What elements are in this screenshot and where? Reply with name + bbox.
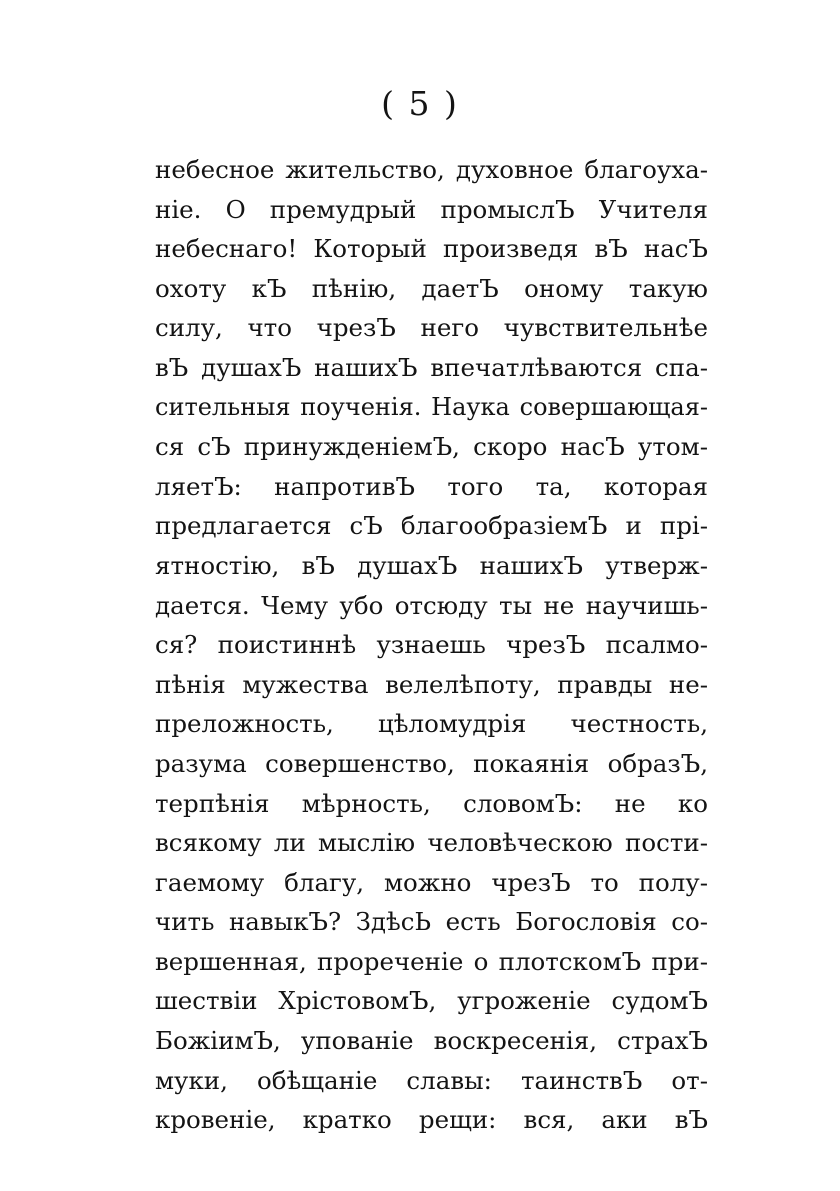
text-line-22: шествiи ХрiстовомЪ, угроженiе судомЪ	[155, 986, 708, 1016]
text-line-15: преложность, цѣломудрiя честность,	[155, 709, 708, 739]
text-line-14: пѣнiя мужества велелѣпоту, правды не-	[155, 669, 708, 699]
body-text	[155, 150, 708, 1140]
text-line-10: предлагается сЪ благообразiемЪ и прi-	[155, 511, 708, 541]
text-line-19: гаемому благу, можно чрезЪ то полу-	[155, 867, 708, 897]
text-line-13: ся? поистиннѣ узнаешь чрезЪ псалмо-	[155, 630, 708, 660]
text-line-17: терпѣнiя мѣрность, словомЪ: не ко	[155, 788, 708, 818]
text-line-3: небеснаго! Который произведя вЪ насЪ	[155, 234, 708, 264]
text-line-9: ляетЪ: напротивЪ того та, которая	[155, 471, 708, 501]
text-line-11: ятностiю, вЪ душахЪ нашихЪ утверж-	[155, 550, 708, 580]
text-line-1: небесное жительство, духовное благоуха-	[155, 155, 708, 184]
text-line-8: ся сЪ принужденiемЪ, скоро насЪ утом-	[155, 432, 708, 462]
text-line-7: сительныя поученiя. Наука совершающая-	[155, 392, 708, 421]
text-line-16: разума совершенство, покаянiя образЪ,	[155, 748, 708, 778]
text-line-18: всякому ли мыслiю человѣческою пости-	[155, 828, 708, 858]
text-line-2: нiе. О премудрый промыслЪ Учителя	[155, 194, 708, 224]
text-line-20: чить навыкЪ? ЗдѣсЬ есть Богословiя со-	[155, 907, 708, 937]
text-line-23: БожiимЪ, упованiе воскресенiя, страхЪ	[155, 1026, 708, 1056]
text-line-6: вЪ душахЪ нашихЪ впечатлѣваются спа-	[155, 352, 708, 382]
text-line-24: муки, обѣщанiе славы: таинствЪ от-	[155, 1065, 708, 1095]
text-line-5: силу, что чрезЪ него чувствительнѣе	[155, 313, 708, 343]
text-line-12: дается. Чему убо отсюду ты не научишь-	[155, 590, 708, 620]
text-line-4: охоту кЪ пѣнiю, даетЪ оному такую	[155, 273, 708, 303]
page-number: ( 5 )	[381, 84, 459, 123]
text-line-25: кровенiе, кратко рещи: вся, аки вЪ	[155, 1105, 708, 1135]
text-line-21: вершенная, прореченiе о плотскомЪ при-	[155, 946, 708, 976]
